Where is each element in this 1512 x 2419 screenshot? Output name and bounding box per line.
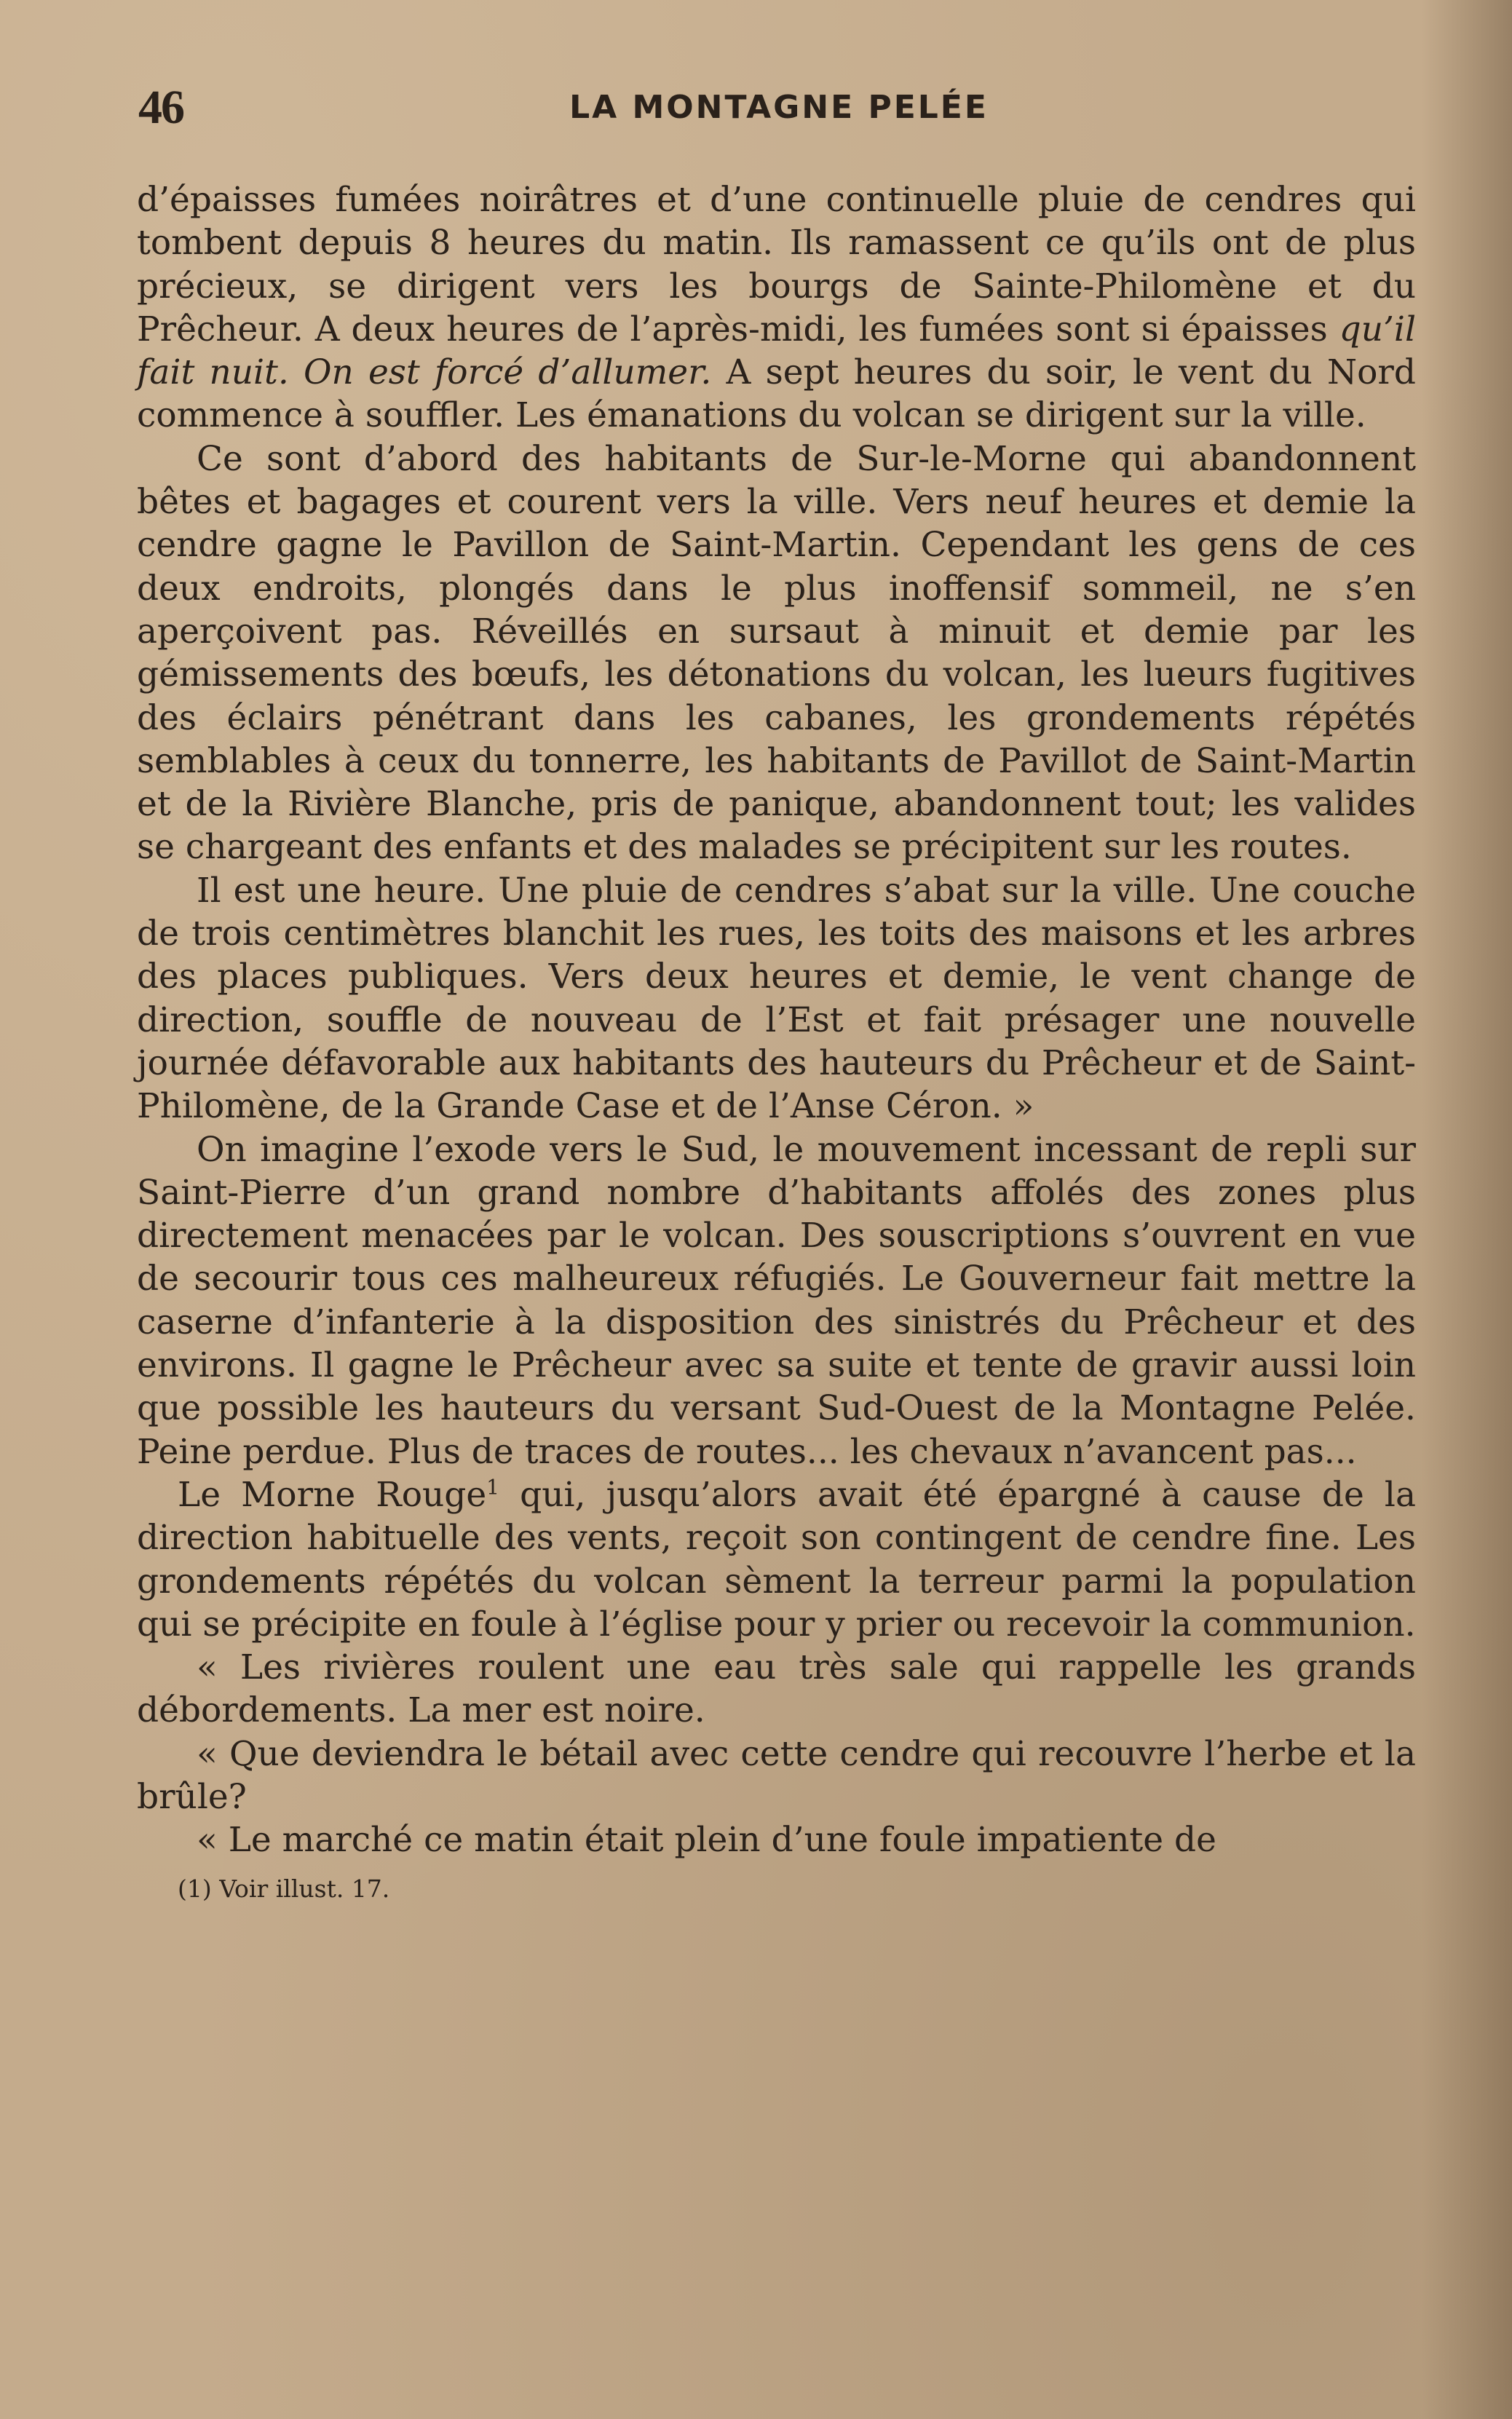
quote-paragraph-3: « Le marché ce matin était plein d’une foule impatiente de — [197, 1820, 1216, 1861]
paragraph-1-italic: qu’il fait nuit. On est forcé d’allumer. — [137, 309, 1416, 393]
book-title: LA MONTAGNE PELÉE — [569, 89, 989, 126]
paragraph-4: On imagine l’exode vers le Sud, le mouvement incessant de repli sur Saint-Pierre d’un grand nombre d’habitants affolés des zones plus directement menacées par le volcan. Des souscriptions s’ouvrent en vue de secourir tous ces malheureux réfugiés. Le Gouverneur fait mettre la caserne d’infanterie à la disposition des sinistrés du Prêcheur et des environs. Il gagne le Prêcheur avec sa suite et tente de gravir aussi loin que possible les hauteurs du versant Sud-Ouest de la Montagne Pelée. Peine perdue. Plus de traces de routes... les chevaux n’avancent pas... — [137, 1129, 1416, 1472]
paragraph-5-text-a: Le Morne Rouge — [178, 1474, 487, 1515]
footnote-reference: 1 — [486, 1475, 499, 1500]
page-number: 46 — [138, 81, 183, 134]
paragraph-3: Il est une heure. Une pluie de cendres s’abat sur la ville. Une couche de trois centimètres blanchit les rues, les toits des maisons et les arbres des places publiques. Vers deux heures et demie, le vent change de direction, souffle de nouveau de l’Est et fait présager une nouvelle journée défavorable aux habitants des hauteurs du Prêcheur et de Saint-Philomène, de la Grande Case et de l’Anse Céron. » — [137, 870, 1416, 1127]
paragraph-2: Ce sont d’abord des habitants de Sur-le-Morne qui abandonnent bêtes et bagages et courent vers la ville. Vers neuf heures et demie la cendre gagne le Pavillon de Saint-Martin. Cependant les gens de ces deux endroits, plongés dans le plus inoffensif sommeil, ne s’en aperçoivent pas. Réveillés en sursaut à minuit et demie par les gémissements des bœufs, les détonations du volcan, les lueurs fugitives des éclairs pénétrant dans les cabanes, les grondements répétés semblables à ceux du tonnerre, les habitants de Pavillot de Saint-Martin et de la Rivière Blanche, pris de panique, abandonnent tout; les valides se chargeant des enfants et des malades se précipitent sur les routes. — [137, 438, 1416, 868]
running-head — [138, 79, 1420, 137]
paragraph-1 — [137, 178, 1416, 438]
body-text — [137, 178, 1416, 1862]
paragraph-5-text-b: qui, jusqu’alors avait été épargné à cause de la direction habituelle des vents, reçoit son contingent de cendre fine. Les grondements répétés du volcan sèment la terreur parmi la population qui se précipite en foule à l’église pour y prier ou recevoir la communion. — [137, 1474, 1416, 1644]
quote-paragraph-1: « Les rivières roulent une eau très sale qui rappelle les grands débordements. La mer est noire. — [137, 1647, 1416, 1731]
quote-paragraph-2: « Que deviendra le bétail avec cette cendre qui recouvre l’herbe et la brûle? — [137, 1733, 1416, 1817]
paragraph-1-text-b: A sept heures du soir, le vent du Nord commence à souffler. Les émanations du volcan se dirigent sur la ville. — [137, 352, 1416, 436]
paragraph-1-text-a: d’épaisses fumées noirâtres et d’une continuelle pluie de cendres qui tombent depuis 8 heures du matin. Ils ramassent ce qu’ils ont de plus précieux, se dirigent vers les bourgs de Sainte-Philomène et du Prêcheur. A deux heures de l’après-midi, les fumées sont si épaisses — [137, 180, 1416, 349]
paragraph-5 — [137, 1473, 1416, 1646]
footnote: (1) Voir illust. 17. — [178, 1874, 390, 1903]
